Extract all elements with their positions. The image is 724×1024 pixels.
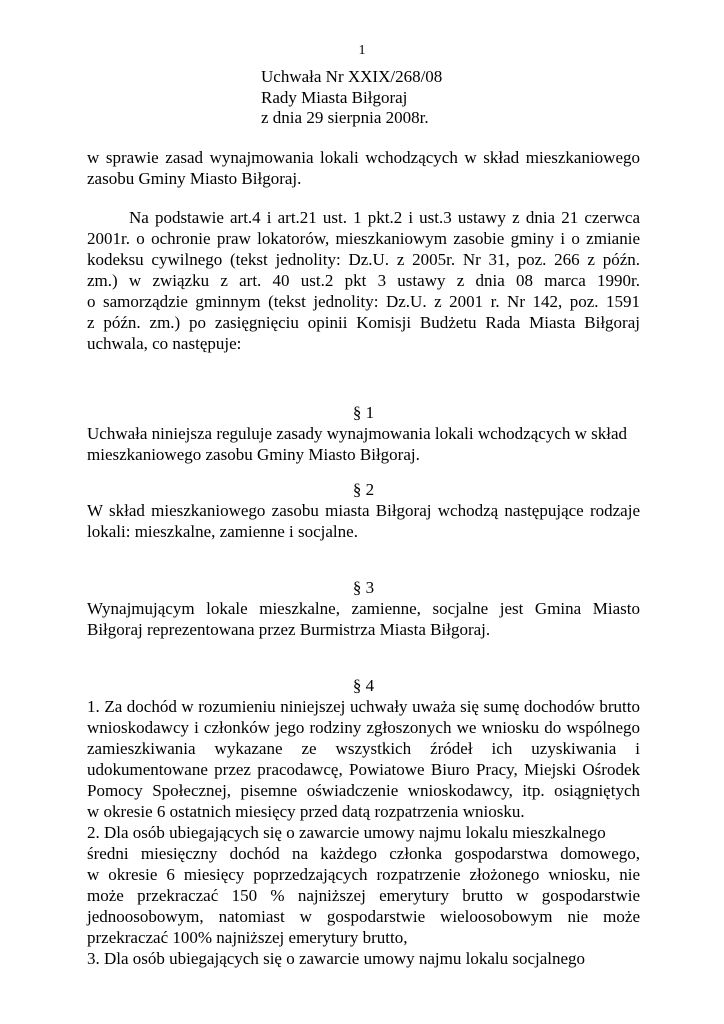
text-line: Pomocy Społecznej, pisemne oświadczenie wnioskodawcy, itp. osiągniętych (87, 781, 640, 800)
text-line: 3. Dla osób ubiegających się o zawarcie umowy najmu lokalu socjalnego (87, 949, 586, 968)
text-line: o samorządzie gminnym (tekst jednolity: Dz.U. z 2001 r. Nr 142, poz. 1591 (87, 292, 640, 311)
text-line: przekraczać 100% najniższej emerytury brutto, (87, 928, 408, 947)
section-text (87, 500, 640, 542)
text-line: Na podstawie art.4 i art.21 ust. 1 pkt.2 i ust.3 ustawy z dnia 21 czerwca (129, 208, 640, 227)
section-heading: § 3 (352, 578, 375, 597)
text-line: wnioskodawcy i członków jego rodziny zgłoszonych we wniosku do wspólnego (87, 718, 640, 737)
text-line: kodeksu cywilnego (tekst jednolity: Dz.U. z 2005r. Nr 31, poz. 266 z późn. (87, 250, 640, 269)
section-heading: § 2 (352, 480, 375, 499)
text-line: średni miesięczny dochód na każdego członka gospodarstwa domowego, (87, 844, 640, 863)
page-number: 1 (358, 43, 366, 58)
text-line: zm.) w związku z art. 40 ust.2 pkt 3 ustawy z dnia 08 marca 1990r. (87, 271, 640, 290)
preamble-paragraph (87, 207, 640, 354)
text-line: uchwala, co następuje: (87, 334, 242, 353)
text-line: może przekraczać 150 % najniższej emerytury brutto w gospodarstwie (87, 886, 640, 905)
text-line: zamieszkiwania wykazane ze wszystkich źródeł ich uzyskiwania i (87, 739, 640, 758)
text-line: lokali: mieszkalne, zamienne i socjalne. (87, 522, 358, 541)
text-line: jednoosobowym, natomiast w gospodarstwie wieloosobowym nie może (87, 907, 640, 926)
text-line: w sprawie zasad wynajmowania lokali wchodzących w skład mieszkaniowego (87, 148, 640, 167)
title-line: z dnia 29 sierpnia 2008r. (261, 108, 429, 127)
section-text (87, 696, 640, 969)
text-line: W skład mieszkaniowego zasobu miasta Biłgoraj wchodzą następujące rodzaje (87, 501, 640, 520)
text-line: w okresie 6 ostatnich miesięcy przed datą rozpatrzenia wniosku. (87, 802, 525, 821)
text-line: zasobu Gminy Miasto Biłgoraj. (87, 169, 302, 188)
text-line: 2001r. o ochronie praw lokatorów, mieszkaniowym zasobie gminy i o zmianie (87, 229, 640, 248)
text-line: udokumentowane przez pracodawcę, Powiatowe Biuro Pracy, Miejski Ośrodek (87, 760, 640, 779)
text-line: 2. Dla osób ubiegających się o zawarcie umowy najmu lokalu mieszkalnego (87, 823, 606, 842)
text-line: w okresie 6 miesięcy poprzedzających rozpatrzenie złożonego wniosku, nie (87, 865, 640, 884)
resolution-title (261, 67, 442, 129)
section-heading: § 4 (352, 676, 375, 695)
title-line: Rady Miasta Biłgoraj (261, 87, 408, 107)
text-line: z późn. zm.) po zasięgnięciu opinii Komisji Budżetu Rada Miasta Biłgoraj (87, 313, 640, 332)
subject-paragraph (87, 147, 640, 189)
text-line: Uchwała niniejsza reguluje zasady wynajmowania lokali wchodzących w skład (87, 424, 628, 443)
section-heading: § 1 (352, 403, 375, 422)
text-line: mieszkaniowego zasobu Gminy Miasto Biłgoraj. (87, 445, 420, 464)
text-line: Biłgoraj reprezentowana przez Burmistrza Miasta Biłgoraj. (87, 620, 491, 639)
title-line: Uchwała Nr XXIX/268/08 (261, 67, 443, 86)
text-line: 1. Za dochód w rozumieniu niniejszej uchwały uważa się sumę dochodów brutto (87, 697, 640, 716)
section-text (87, 423, 640, 465)
section-text (87, 598, 640, 640)
text-line: Wynajmującym lokale mieszkalne, zamienne, socjalne jest Gmina Miasto (87, 599, 640, 618)
